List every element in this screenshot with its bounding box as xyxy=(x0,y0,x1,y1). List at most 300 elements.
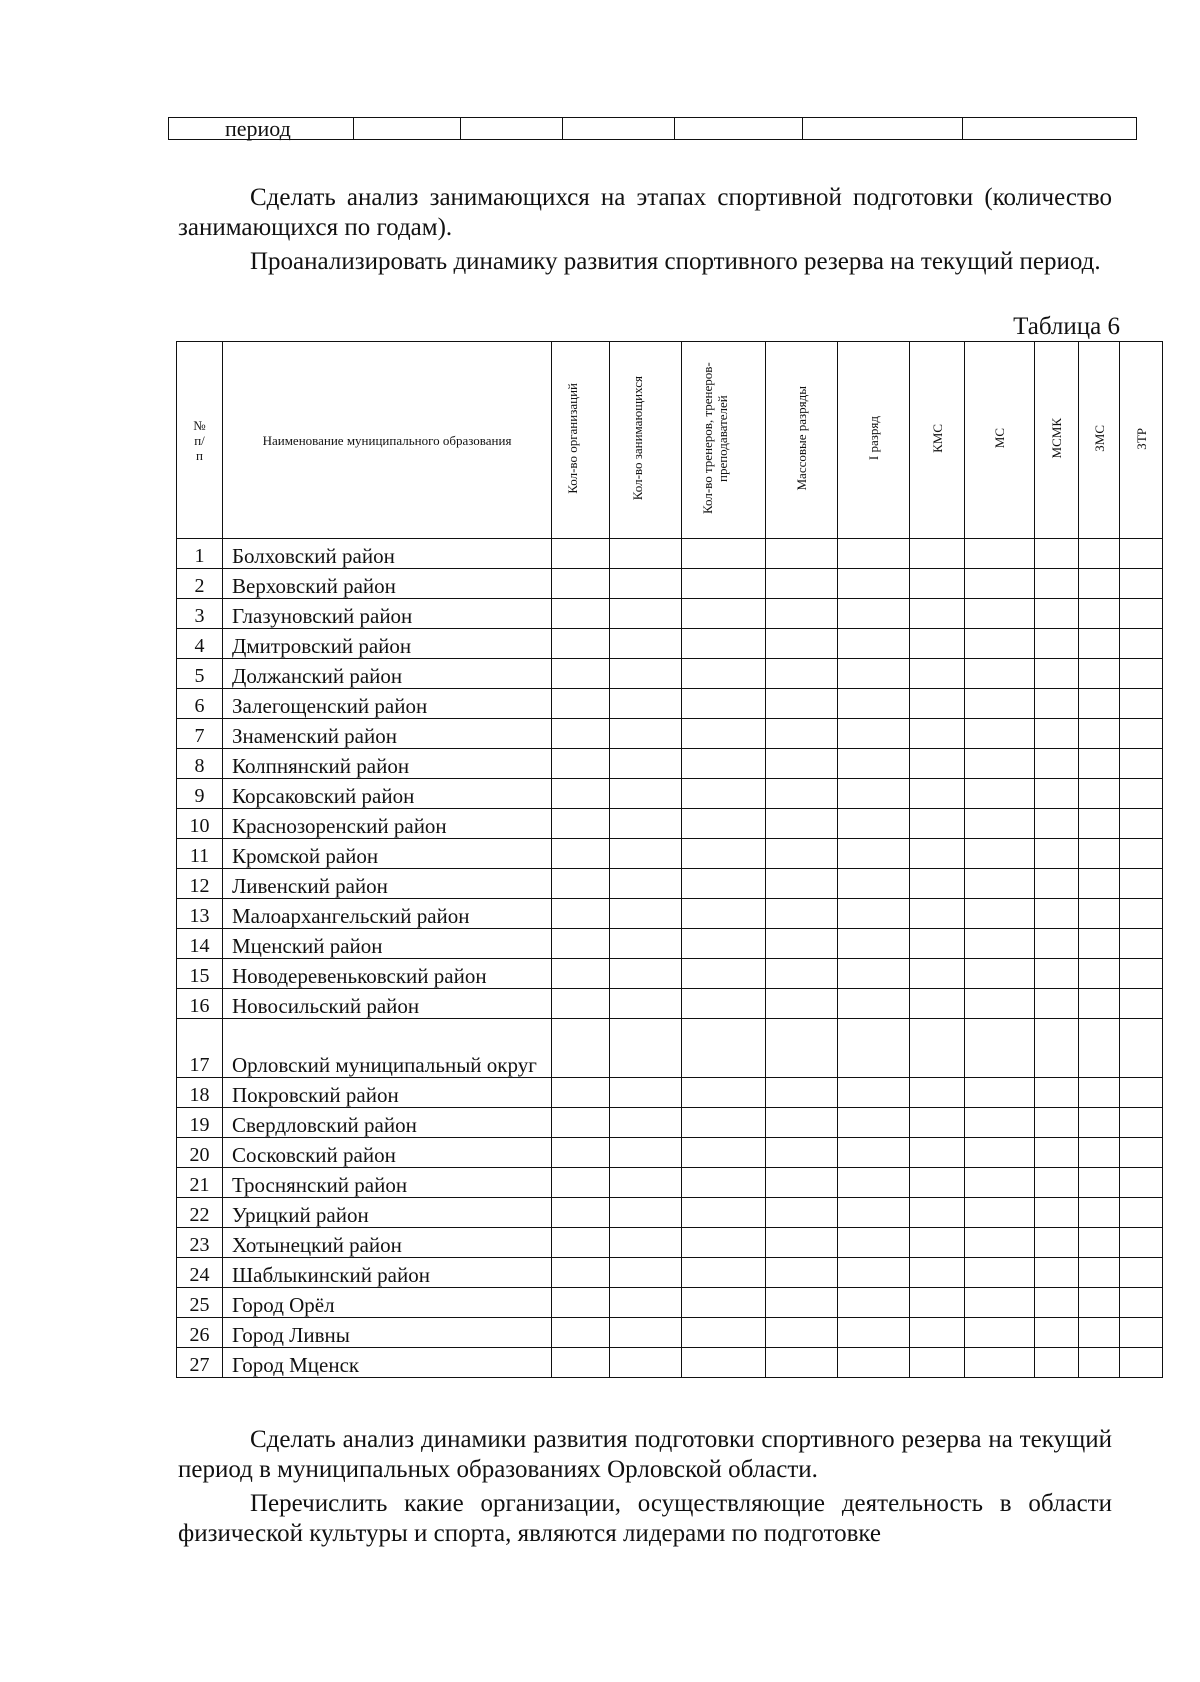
empty-cell xyxy=(838,1078,910,1108)
empty-cell xyxy=(965,899,1035,929)
empty-cell xyxy=(552,1108,610,1138)
empty-cell xyxy=(682,779,766,809)
empty-cell xyxy=(552,1258,610,1288)
table-row xyxy=(177,1198,1163,1228)
empty-cell xyxy=(838,629,910,659)
empty-cell xyxy=(1079,1168,1120,1198)
empty-cell xyxy=(610,659,682,689)
empty-cell xyxy=(1079,1348,1120,1378)
empty-cell xyxy=(610,629,682,659)
row-number: 6 xyxy=(177,689,223,719)
empty-cell xyxy=(610,869,682,899)
empty-cell xyxy=(838,719,910,749)
table-row xyxy=(177,809,1163,839)
municipality-name: Новосильский район xyxy=(223,989,552,1019)
empty-cell xyxy=(1079,569,1120,599)
paragraph-1-text: Сделать анализ занимающихся на этапах спортивной подготовки (количество занимающихся по годам). xyxy=(178,184,1112,241)
empty-cell xyxy=(1120,659,1163,689)
municipality-name: Залегощенский район xyxy=(223,689,552,719)
municipality-name: Сосковский район xyxy=(223,1138,552,1168)
empty-cell xyxy=(610,599,682,629)
empty-cell xyxy=(1120,899,1163,929)
municipality-name: Орловский муниципальный округ xyxy=(223,1019,552,1078)
row-number: 9 xyxy=(177,779,223,809)
empty-cell xyxy=(838,989,910,1019)
header-num-text: № п/ п xyxy=(193,417,206,463)
table-row xyxy=(177,839,1163,869)
empty-cell xyxy=(1120,959,1163,989)
empty-cell xyxy=(910,989,965,1019)
row-number: 17 xyxy=(177,1019,223,1078)
municipality-name: Болховский район xyxy=(223,539,552,569)
empty-cell xyxy=(1079,899,1120,929)
empty-cell xyxy=(552,1318,610,1348)
empty-cell xyxy=(803,118,963,140)
empty-cell xyxy=(1035,599,1079,629)
empty-cell xyxy=(682,1078,766,1108)
empty-cell xyxy=(1035,1228,1079,1258)
empty-cell xyxy=(682,569,766,599)
empty-cell xyxy=(1120,779,1163,809)
empty-cell xyxy=(682,1019,766,1078)
table-row xyxy=(177,689,1163,719)
empty-cell xyxy=(838,1138,910,1168)
empty-cell xyxy=(1120,1318,1163,1348)
empty-cell xyxy=(610,1078,682,1108)
empty-cell xyxy=(766,1258,838,1288)
empty-cell xyxy=(965,1078,1035,1108)
empty-cell xyxy=(552,809,610,839)
empty-cell xyxy=(1079,629,1120,659)
empty-cell xyxy=(1035,1168,1079,1198)
municipality-name: Ливенский район xyxy=(223,869,552,899)
empty-cell xyxy=(1079,1198,1120,1228)
row-number: 7 xyxy=(177,719,223,749)
empty-cell xyxy=(610,839,682,869)
header-zms xyxy=(1079,342,1120,539)
table-row xyxy=(177,959,1163,989)
row-number: 18 xyxy=(177,1078,223,1108)
empty-cell xyxy=(1079,1078,1120,1108)
table-row xyxy=(177,719,1163,749)
empty-cell xyxy=(766,899,838,929)
empty-cell xyxy=(1035,1138,1079,1168)
header-name-text: Наименование муниципального образования xyxy=(262,432,512,448)
empty-cell xyxy=(910,1228,965,1258)
paragraph-4 xyxy=(178,1489,1112,1549)
empty-cell xyxy=(610,1168,682,1198)
row-number: 1 xyxy=(177,539,223,569)
empty-cell xyxy=(766,1019,838,1078)
empty-cell xyxy=(1120,1288,1163,1318)
empty-cell xyxy=(766,959,838,989)
empty-cell xyxy=(1079,1228,1120,1258)
empty-cell xyxy=(1120,749,1163,779)
empty-cell xyxy=(965,539,1035,569)
empty-cell xyxy=(552,1168,610,1198)
empty-cell xyxy=(1120,989,1163,1019)
empty-cell xyxy=(610,1198,682,1228)
empty-cell xyxy=(965,1198,1035,1228)
empty-cell xyxy=(766,599,838,629)
empty-cell xyxy=(552,929,610,959)
empty-cell xyxy=(1035,629,1079,659)
empty-cell xyxy=(1035,809,1079,839)
empty-cell xyxy=(552,539,610,569)
empty-cell xyxy=(766,1078,838,1108)
table-row xyxy=(177,1288,1163,1318)
empty-cell xyxy=(1079,689,1120,719)
municipality-name: Город Мценск xyxy=(223,1348,552,1378)
empty-cell xyxy=(766,569,838,599)
empty-cell xyxy=(910,569,965,599)
empty-cell xyxy=(910,1198,965,1228)
empty-cell xyxy=(1120,719,1163,749)
empty-cell xyxy=(1035,899,1079,929)
municipality-name: Краснозоренский район xyxy=(223,809,552,839)
empty-cell xyxy=(610,809,682,839)
table-row xyxy=(177,629,1163,659)
empty-cell xyxy=(766,719,838,749)
empty-cell xyxy=(965,599,1035,629)
empty-cell xyxy=(965,1288,1035,1318)
empty-cell xyxy=(838,1228,910,1258)
row-number: 11 xyxy=(177,839,223,869)
previous-table-fragment xyxy=(168,117,1137,140)
empty-cell xyxy=(610,569,682,599)
header-msmk-text: МСМК xyxy=(1049,418,1064,459)
empty-cell xyxy=(766,1318,838,1348)
empty-cell xyxy=(1035,749,1079,779)
row-number: 26 xyxy=(177,1318,223,1348)
empty-cell xyxy=(1079,1019,1120,1078)
empty-cell xyxy=(1035,869,1079,899)
empty-cell xyxy=(682,899,766,929)
empty-cell xyxy=(552,719,610,749)
empty-cell xyxy=(610,1258,682,1288)
empty-cell xyxy=(766,809,838,839)
empty-cell xyxy=(1035,989,1079,1019)
municipality-name: Хотынецкий район xyxy=(223,1228,552,1258)
empty-cell xyxy=(910,1019,965,1078)
empty-cell xyxy=(1079,719,1120,749)
empty-cell xyxy=(1035,839,1079,869)
municipality-name: Покровский район xyxy=(223,1078,552,1108)
empty-cell xyxy=(838,1258,910,1288)
table-body xyxy=(177,539,1163,1378)
empty-cell xyxy=(766,869,838,899)
empty-cell xyxy=(1120,929,1163,959)
empty-cell xyxy=(1035,539,1079,569)
municipality-name: Верховский район xyxy=(223,569,552,599)
sports-reserve-table xyxy=(176,341,1163,1378)
paragraph-4-text: Перечислить какие организации, осуществляющие деятельность в области физической культуры и спорта, являются лидерами по подготовке xyxy=(178,1490,1112,1547)
empty-cell xyxy=(910,539,965,569)
municipality-name: Должанский район xyxy=(223,659,552,689)
header-orgs-text: Кол-во организаций xyxy=(564,383,580,494)
table-row xyxy=(177,1168,1163,1198)
empty-cell xyxy=(682,839,766,869)
empty-cell xyxy=(682,749,766,779)
empty-cell xyxy=(552,1198,610,1228)
table-row xyxy=(177,1078,1163,1108)
header-trainers xyxy=(682,342,766,539)
empty-cell xyxy=(1120,539,1163,569)
empty-cell xyxy=(552,599,610,629)
table-row xyxy=(177,1138,1163,1168)
empty-cell xyxy=(610,749,682,779)
municipality-name: Город Ливны xyxy=(223,1318,552,1348)
table-row xyxy=(177,599,1163,629)
empty-cell xyxy=(838,1019,910,1078)
table-row xyxy=(177,1348,1163,1378)
empty-cell xyxy=(1035,1348,1079,1378)
empty-cell xyxy=(965,1228,1035,1258)
row-number: 8 xyxy=(177,749,223,779)
empty-cell xyxy=(610,1318,682,1348)
municipality-name: Корсаковский район xyxy=(223,779,552,809)
empty-cell xyxy=(1120,869,1163,899)
empty-cell xyxy=(910,1258,965,1288)
header-students-text: Кол-во занимающихся xyxy=(629,376,645,501)
row-number: 22 xyxy=(177,1198,223,1228)
empty-cell xyxy=(682,1198,766,1228)
table-row xyxy=(177,1228,1163,1258)
empty-cell xyxy=(1035,1288,1079,1318)
empty-cell xyxy=(682,809,766,839)
empty-cell xyxy=(838,809,910,839)
empty-cell xyxy=(910,779,965,809)
empty-cell xyxy=(1035,659,1079,689)
empty-cell xyxy=(766,749,838,779)
empty-cell xyxy=(1079,599,1120,629)
empty-cell xyxy=(766,929,838,959)
empty-cell xyxy=(766,1228,838,1258)
paragraph-3-text: Сделать анализ динамики развития подготовки спортивного резерва на текущий период в муниципальных образованиях Орловской области. xyxy=(178,1426,1112,1483)
empty-cell xyxy=(1120,599,1163,629)
empty-cell xyxy=(910,929,965,959)
paragraph-3 xyxy=(178,1425,1112,1485)
empty-cell xyxy=(965,959,1035,989)
empty-cell xyxy=(610,1348,682,1378)
municipality-name: Колпнянский район xyxy=(223,749,552,779)
empty-cell xyxy=(1120,569,1163,599)
empty-cell xyxy=(910,1078,965,1108)
empty-cell xyxy=(965,1258,1035,1288)
empty-cell xyxy=(1035,1019,1079,1078)
empty-cell xyxy=(675,118,803,140)
municipality-name: Урицкий район xyxy=(223,1198,552,1228)
header-kms xyxy=(910,342,965,539)
row-number: 4 xyxy=(177,629,223,659)
municipality-name: Город Орёл xyxy=(223,1288,552,1318)
empty-cell xyxy=(838,689,910,719)
empty-cell xyxy=(965,779,1035,809)
empty-cell xyxy=(1120,809,1163,839)
empty-cell xyxy=(910,749,965,779)
empty-cell xyxy=(910,689,965,719)
municipality-name: Глазуновский район xyxy=(223,599,552,629)
row-number: 25 xyxy=(177,1288,223,1318)
empty-cell xyxy=(766,539,838,569)
municipality-name: Шаблыкинский район xyxy=(223,1258,552,1288)
empty-cell xyxy=(838,1108,910,1138)
empty-cell xyxy=(766,839,838,869)
empty-cell xyxy=(1079,749,1120,779)
empty-cell xyxy=(1120,1348,1163,1378)
header-name xyxy=(223,342,552,539)
row-number: 3 xyxy=(177,599,223,629)
empty-cell xyxy=(965,929,1035,959)
empty-cell xyxy=(766,1108,838,1138)
empty-cell xyxy=(1120,1019,1163,1078)
header-msmk xyxy=(1035,342,1079,539)
empty-cell xyxy=(965,989,1035,1019)
empty-cell xyxy=(1035,719,1079,749)
empty-cell xyxy=(766,779,838,809)
empty-cell xyxy=(910,1108,965,1138)
empty-cell xyxy=(838,869,910,899)
empty-cell xyxy=(965,569,1035,599)
empty-cell xyxy=(682,719,766,749)
empty-cell xyxy=(1035,1258,1079,1288)
table-row xyxy=(177,569,1163,599)
empty-cell xyxy=(766,1198,838,1228)
row-number: 13 xyxy=(177,899,223,929)
empty-cell xyxy=(682,929,766,959)
empty-cell xyxy=(838,929,910,959)
empty-cell xyxy=(682,539,766,569)
table-row xyxy=(177,779,1163,809)
table-row xyxy=(177,929,1163,959)
empty-cell xyxy=(552,1019,610,1078)
empty-cell xyxy=(682,1258,766,1288)
empty-cell xyxy=(965,1318,1035,1348)
municipality-name: Малоархангельский район xyxy=(223,899,552,929)
empty-cell xyxy=(1120,689,1163,719)
header-orgs xyxy=(552,342,610,539)
empty-cell xyxy=(552,659,610,689)
empty-cell xyxy=(552,1078,610,1108)
empty-cell xyxy=(1079,1108,1120,1138)
empty-cell xyxy=(610,989,682,1019)
row-number: 14 xyxy=(177,929,223,959)
empty-cell xyxy=(766,689,838,719)
row-number: 2 xyxy=(177,569,223,599)
empty-cell xyxy=(682,869,766,899)
empty-cell xyxy=(552,629,610,659)
table-row xyxy=(177,1019,1163,1078)
municipality-name: Новодеревеньковский район xyxy=(223,959,552,989)
empty-cell xyxy=(838,1288,910,1318)
empty-cell xyxy=(963,118,1137,140)
header-trainers-text: Кол-во тренеров, тренеров-преподавателей xyxy=(699,362,730,515)
paragraph-2 xyxy=(178,247,1112,277)
empty-cell xyxy=(552,1288,610,1318)
empty-cell xyxy=(682,1318,766,1348)
header-num xyxy=(177,342,223,539)
empty-cell xyxy=(610,1108,682,1138)
empty-cell xyxy=(610,1228,682,1258)
empty-cell xyxy=(610,1288,682,1318)
empty-cell xyxy=(1035,1108,1079,1138)
empty-cell xyxy=(910,959,965,989)
empty-cell xyxy=(610,719,682,749)
table-header-row xyxy=(177,342,1163,539)
empty-cell xyxy=(910,1348,965,1378)
empty-cell xyxy=(1120,1108,1163,1138)
row-number: 23 xyxy=(177,1228,223,1258)
empty-cell xyxy=(965,1348,1035,1378)
empty-cell xyxy=(1120,629,1163,659)
empty-cell xyxy=(354,118,461,140)
empty-cell xyxy=(1120,839,1163,869)
empty-cell xyxy=(1079,1138,1120,1168)
municipality-name: Дмитровский район xyxy=(223,629,552,659)
empty-cell xyxy=(910,809,965,839)
table-row xyxy=(177,899,1163,929)
empty-cell xyxy=(682,629,766,659)
row-number: 21 xyxy=(177,1168,223,1198)
empty-cell xyxy=(838,779,910,809)
empty-cell xyxy=(965,1019,1035,1078)
empty-cell xyxy=(563,118,675,140)
empty-cell xyxy=(910,1168,965,1198)
empty-cell xyxy=(552,749,610,779)
empty-cell xyxy=(1120,1228,1163,1258)
period-cell: период xyxy=(169,118,354,140)
empty-cell xyxy=(552,899,610,929)
empty-cell xyxy=(910,869,965,899)
empty-cell xyxy=(965,749,1035,779)
empty-cell xyxy=(838,1348,910,1378)
header-ms xyxy=(965,342,1035,539)
row-number: 10 xyxy=(177,809,223,839)
empty-cell xyxy=(682,599,766,629)
empty-cell xyxy=(910,659,965,689)
table-row xyxy=(169,118,1137,140)
empty-cell xyxy=(682,1288,766,1318)
header-students xyxy=(610,342,682,539)
paragraph-1 xyxy=(178,183,1112,243)
empty-cell xyxy=(965,689,1035,719)
empty-cell xyxy=(1035,959,1079,989)
paragraph-2-text: Проанализировать динамику развития спортивного резерва на текущий период. xyxy=(250,248,1101,275)
empty-cell xyxy=(965,719,1035,749)
table-row xyxy=(177,869,1163,899)
empty-cell xyxy=(1079,929,1120,959)
empty-cell xyxy=(552,1228,610,1258)
empty-cell xyxy=(1079,869,1120,899)
municipality-name: Мценский район xyxy=(223,929,552,959)
empty-cell xyxy=(610,539,682,569)
empty-cell xyxy=(461,118,563,140)
empty-cell xyxy=(610,1019,682,1078)
header-ztr-text: ЗТР xyxy=(1133,427,1149,450)
municipality-name: Знаменский район xyxy=(223,719,552,749)
empty-cell xyxy=(965,1138,1035,1168)
empty-cell xyxy=(1079,539,1120,569)
empty-cell xyxy=(682,689,766,719)
empty-cell xyxy=(838,599,910,629)
empty-cell xyxy=(610,929,682,959)
empty-cell xyxy=(1120,1168,1163,1198)
empty-cell xyxy=(910,719,965,749)
empty-cell xyxy=(610,779,682,809)
empty-cell xyxy=(838,1168,910,1198)
empty-cell xyxy=(1120,1198,1163,1228)
empty-cell xyxy=(682,959,766,989)
